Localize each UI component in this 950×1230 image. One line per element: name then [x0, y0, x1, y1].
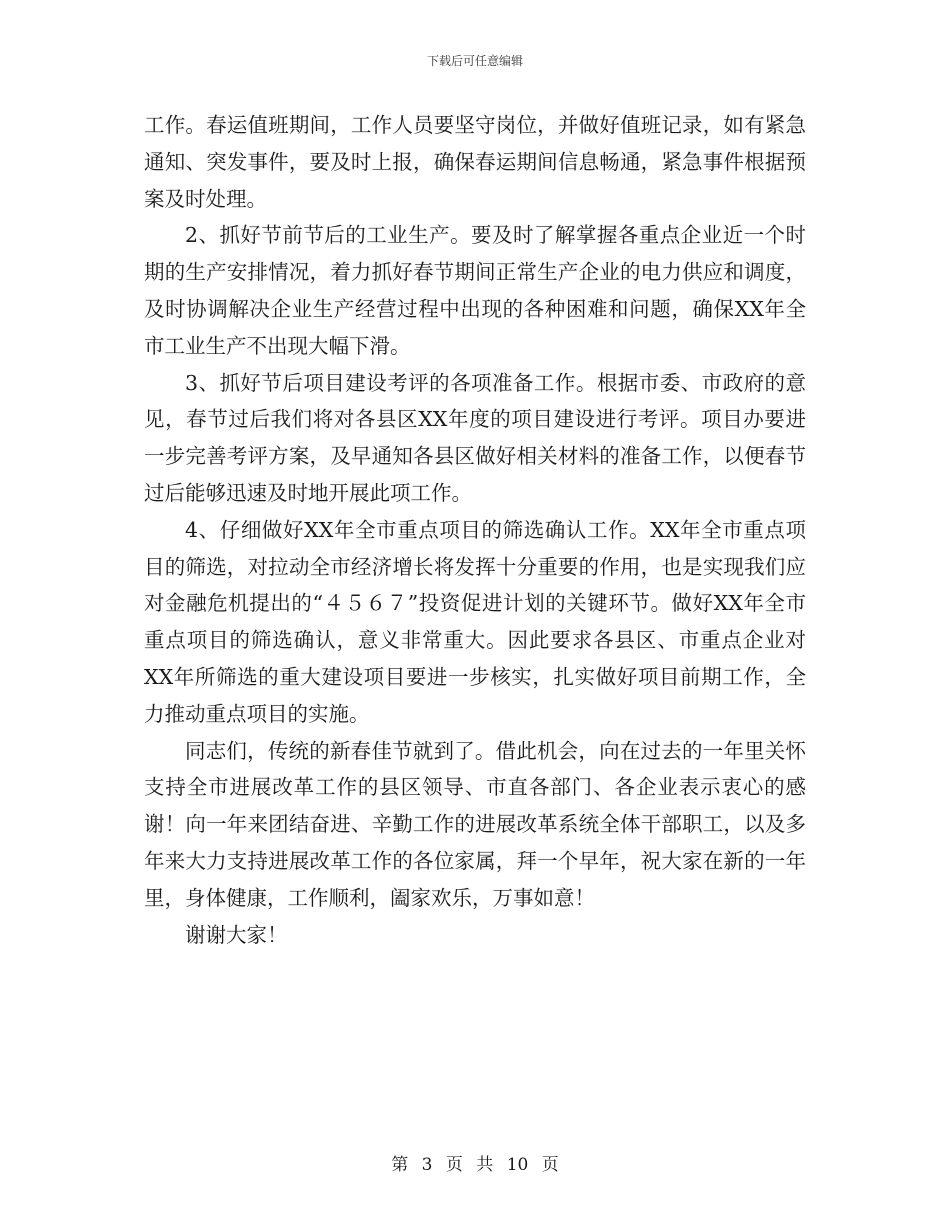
- paragraph-closing: 同志们，传统的新春佳节就到了。借此机会，向在过去的一年里关怀支持全市进展改革工作的县区领导、市直各部门、各企业表示衷心的感谢！向一年来团结奋进、辛勤工作的进展改革系统全体干部职工，以及多年来大力支持进展改革工作的各位家属，拜一个早年，祝大家在新的一年里，身体健康，工作顺利，阖家欢乐，万事如意！: [144, 738, 806, 910]
- paragraph-item-4: 4、仔细做好XX年全市重点项目的筛选确认工作。XX年全市重点项目的筛选，对拉动全市经济增长将发挥十分重要的作用，也是实现我们应对金融危机提出的“４５６７”投资促进计划的关键环节。做好XX年全市重点项目的筛选确认，意义非常重大。因此要求各县区、市重点企业对XX年所筛选的重大建设项目要进一步核实，扎实做好项目前期工作，全力推动重点项目的实施。: [144, 517, 806, 726]
- document-body: [144, 107, 806, 953]
- paragraph-thanks: 谢谢大家！: [185, 922, 288, 947]
- page-header: 下载后可任意编辑: [426, 54, 523, 68]
- paragraph-item-3: 3、抓好节后项目建设考评的各项准备工作。根据市委、市政府的意见，春节过后我们将对各县区XX年度的项目建设进行考评。项目办要进一步完善考评方案，及早通知各县区做好相关材料的准备工作，以便春节过后能够迅速及时地开展此项工作。: [144, 370, 806, 505]
- paragraph-continuation: 工作。春运值班期间，工作人员要坚守岗位，并做好值班记录，如有紧急通知、突发事件，要及时上报，确保春运期间信息畅通，紧急事件根据预案及时处理。: [144, 113, 806, 211]
- paragraph-item-2: 2、抓好节前节后的工业生产。要及时了解掌握各重点企业近一个时期的生产安排情况，着力抓好春节期间正常生产企业的电力供应和调度，及时协调解决企业生产经营过程中出现的各种困难和问题，确保XX年全市工业生产不出现大幅下滑。: [144, 223, 806, 358]
- page-number-footer: 第 3 页 共 10 页: [391, 1155, 559, 1175]
